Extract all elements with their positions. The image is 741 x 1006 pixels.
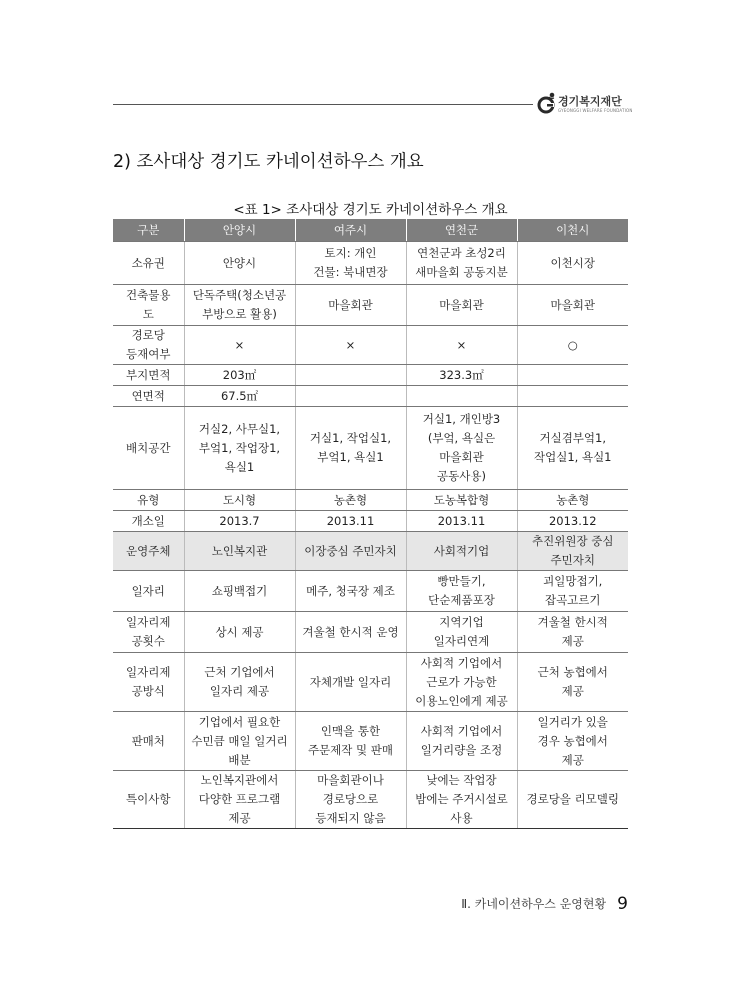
table-cell: 2013.7 xyxy=(184,511,295,532)
overview-table xyxy=(113,219,628,829)
logo-mark-icon xyxy=(536,91,558,115)
table-header-row xyxy=(113,219,628,242)
table-cell: 경로당을 리모델링 xyxy=(517,771,628,829)
row-label: 부지면적 xyxy=(113,365,184,386)
table-row xyxy=(113,407,628,490)
row-label: 일자리 xyxy=(113,571,184,612)
table-cell: 낮에는 작업장 밤에는 주거시설로 사용 xyxy=(406,771,517,829)
table-row xyxy=(113,653,628,712)
table-cell: 거실1, 작업실1, 부엌1, 욕실1 xyxy=(295,407,406,490)
row-label: 개소일 xyxy=(113,511,184,532)
table-cell: 이천시장 xyxy=(517,242,628,285)
table-cell: 단독주택(청소년공 부방으로 활용) xyxy=(184,285,295,326)
table-row xyxy=(113,712,628,771)
table-cell: 노인복지관에서 다양한 프로그램 제공 xyxy=(184,771,295,829)
table-cell: 쇼핑백접기 xyxy=(184,571,295,612)
page-footer xyxy=(461,893,628,914)
header-category: 구분 xyxy=(113,219,184,242)
table-cell: × xyxy=(295,326,406,365)
table-cell: ○ xyxy=(517,326,628,365)
row-label: 소유권 xyxy=(113,242,184,285)
table-cell: 2013.11 xyxy=(295,511,406,532)
table-caption: <표 1> 조사대상 경기도 카네이션하우스 개요 xyxy=(233,202,508,218)
table-cell: 323.3㎡ xyxy=(406,365,517,386)
table-cell: 노인복지관 xyxy=(184,532,295,571)
table-cell: 안양시 xyxy=(184,242,295,285)
row-label: 일자리제 공방식 xyxy=(113,653,184,712)
header-icheon: 이천시 xyxy=(517,219,628,242)
table-cell: 인맥을 통한 주문제작 및 판매 xyxy=(295,712,406,771)
table-cell: 근처 기업에서 일자리 제공 xyxy=(184,653,295,712)
header-divider xyxy=(113,104,533,105)
logo-text: 경기복지재단 xyxy=(558,95,622,108)
row-label: 유형 xyxy=(113,490,184,511)
table-cell xyxy=(517,365,628,386)
table-cell: 메주, 청국장 제조 xyxy=(295,571,406,612)
row-label: 일자리제 공횟수 xyxy=(113,612,184,653)
table-cell: 도시형 xyxy=(184,490,295,511)
row-label: 판매처 xyxy=(113,712,184,771)
table-cell: 사회적 기업에서 일거리량을 조정 xyxy=(406,712,517,771)
table-row xyxy=(113,612,628,653)
header-anyang: 안양시 xyxy=(184,219,295,242)
header-yeoncheon: 연천군 xyxy=(406,219,517,242)
table-cell xyxy=(295,386,406,407)
row-label: 건축물용 도 xyxy=(113,285,184,326)
table-cell: 거실2, 사무실1, 부엌1, 작업장1, 욕실1 xyxy=(184,407,295,490)
foundation-logo xyxy=(536,91,636,117)
footer-chapter: Ⅱ. 카네이션하우스 운영현황 xyxy=(461,897,607,911)
section-title: 2) 조사대상 경기도 카네이션하우스 개요 xyxy=(113,152,424,172)
table-cell: 추진위원장 중심 주민자치 xyxy=(517,532,628,571)
table-row xyxy=(113,490,628,511)
table-cell: 사회적 기업에서 근로가 가능한 이용노인에게 제공 xyxy=(406,653,517,712)
table-cell: 일거리가 있을 경우 농협에서 제공 xyxy=(517,712,628,771)
table-cell xyxy=(517,386,628,407)
table-cell: 빵만들기, 단순제품포장 xyxy=(406,571,517,612)
table-cell: 67.5㎡ xyxy=(184,386,295,407)
table-cell: 연천군과 초성2리 새마을회 공동지분 xyxy=(406,242,517,285)
row-label: 운영주체 xyxy=(113,532,184,571)
table-cell: 이장중심 주민자치 xyxy=(295,532,406,571)
table-row xyxy=(113,326,628,365)
table-cell: 사회적기업 xyxy=(406,532,517,571)
table-row xyxy=(113,532,628,571)
row-label: 경로당 등재여부 xyxy=(113,326,184,365)
table-cell: 기업에서 필요한 수민큼 매일 일거리 배분 xyxy=(184,712,295,771)
table-row xyxy=(113,386,628,407)
table-row xyxy=(113,365,628,386)
table-row xyxy=(113,511,628,532)
table-cell: 농촌형 xyxy=(295,490,406,511)
table-cell: 겨울철 한시적 운영 xyxy=(295,612,406,653)
table-cell: 겨울철 한시적 제공 xyxy=(517,612,628,653)
table-cell: 도농복합형 xyxy=(406,490,517,511)
table-row xyxy=(113,771,628,829)
table-cell: 상시 제공 xyxy=(184,612,295,653)
table-cell: 거실겸부엌1, 작업실1, 욕실1 xyxy=(517,407,628,490)
table-cell: 토지: 개인 건물: 북내면장 xyxy=(295,242,406,285)
table-row xyxy=(113,571,628,612)
table-cell xyxy=(295,365,406,386)
table-row xyxy=(113,242,628,285)
table-cell: 2013.11 xyxy=(406,511,517,532)
table-cell: 근처 농협에서 제공 xyxy=(517,653,628,712)
page-number: 9 xyxy=(617,893,628,914)
table-cell xyxy=(406,386,517,407)
table-cell: 농촌형 xyxy=(517,490,628,511)
logo-subtext: GYEONGGI WELFARE FOUNDATION xyxy=(558,108,633,113)
table-cell: × xyxy=(184,326,295,365)
table-cell: 2013.12 xyxy=(517,511,628,532)
table-cell: 괴일망접기, 잡곡고르기 xyxy=(517,571,628,612)
row-label: 연면적 xyxy=(113,386,184,407)
table-cell: 마을회관 xyxy=(517,285,628,326)
table-cell: 마을회관 xyxy=(295,285,406,326)
row-label: 특이사항 xyxy=(113,771,184,829)
table-cell: 자체개발 일자리 xyxy=(295,653,406,712)
table-cell: 마을회관 xyxy=(406,285,517,326)
header-yeoju: 여주시 xyxy=(295,219,406,242)
table-cell: 거실1, 개인방3 (부엌, 욕실은 마을회관 공동사용) xyxy=(406,407,517,490)
row-label: 배치공간 xyxy=(113,407,184,490)
table-cell: 203㎡ xyxy=(184,365,295,386)
table-cell: 마을회관이나 경로당으로 등재되지 않음 xyxy=(295,771,406,829)
table-cell: × xyxy=(406,326,517,365)
table-row xyxy=(113,285,628,326)
table-cell: 지역기업 일자리연계 xyxy=(406,612,517,653)
